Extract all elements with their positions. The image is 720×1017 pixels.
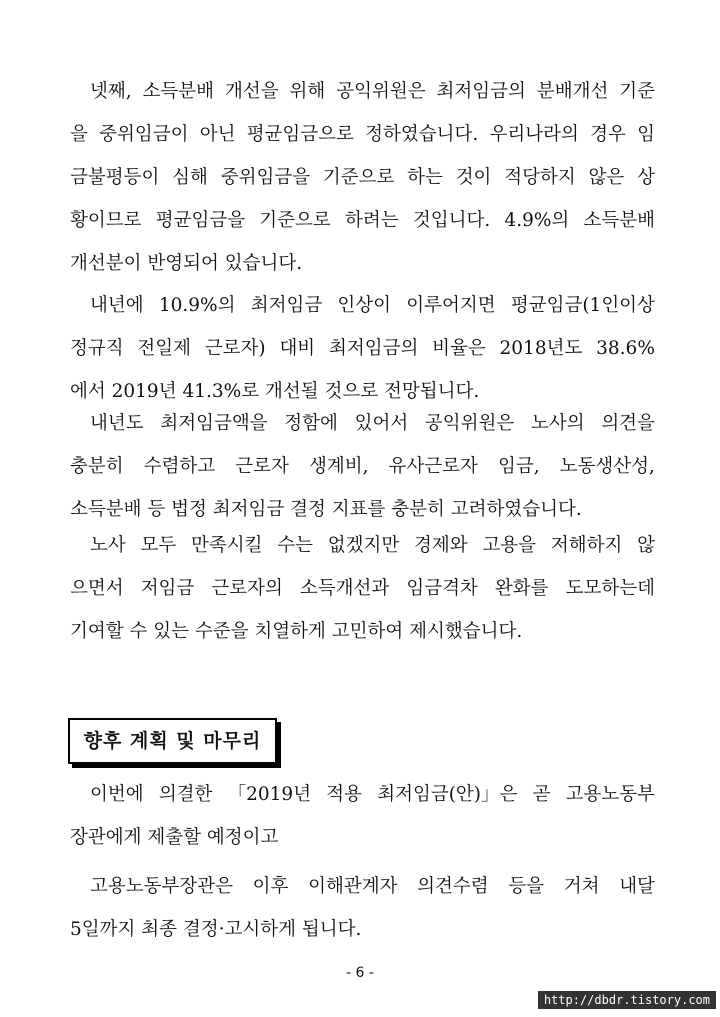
paragraph-line: 내년에 10.9%의 최저임금 인상이 이루어지면 평균임금(1인이상 [90, 295, 655, 316]
paragraph-line: 개선분이 반영되어 있습니다. [70, 253, 303, 274]
paragraph-line: 금불평등이 심해 중위임금을 기준으로 하는 것이 적당하지 않은 상 [70, 167, 655, 188]
paragraph-line: 을 중위임금이 아닌 평균임금으로 정하였습니다. 우리나라의 경우 임 [70, 124, 655, 145]
paragraph-line: 내년도 최저임금액을 정함에 있어서 공익위원은 노사의 의견을 [90, 413, 655, 434]
paragraph-submission [70, 773, 655, 859]
paragraph-final-decision [70, 865, 655, 951]
paragraph-line: 고용노동부장관은 이후 이해관계자 의견수렴 등을 거쳐 내달 [90, 876, 655, 897]
page-number: - 6 - [346, 965, 374, 981]
paragraph-line: 노사 모두 만족시킬 수는 없겠지만 경제와 고용을 저해하지 않 [90, 535, 655, 556]
paragraph-line: 충분히 수렴하고 근로자 생계비, 유사근로자 임금, 노동생산성, [70, 456, 655, 477]
section-heading: 향후 계획 및 마무리 [68, 718, 277, 764]
paragraph-line: 기여할 수 있는 수준을 치열하게 고민하여 제시했습니다. [70, 621, 523, 642]
paragraph-line: 으면서 저임금 근로자의 소득개선과 임금격차 완화를 도모하는데 [70, 578, 655, 599]
paragraph-line: 넷째, 소득분배 개선을 위해 공익위원은 최저임금의 분배개선 기준 [90, 81, 655, 102]
paragraph-line: 황이므로 평균임금을 기준으로 하려는 것입니다. 4.9%의 소득분배 [70, 210, 655, 231]
watermark-url[interactable]: http://dbdr.tistory.com [538, 991, 716, 1009]
paragraph-income-distribution [70, 70, 655, 285]
paragraph-line: 이번에 의결한 「2019년 적용 최저임금(안)」은 곧 고용노동부 [90, 784, 655, 805]
paragraph-line: 에서 2019년 41.3%로 개선될 것으로 전망됩니다. [70, 381, 480, 402]
paragraph-labor-opinion [70, 402, 655, 531]
paragraph-balance [70, 524, 655, 653]
paragraph-wage-ratio-forecast [70, 284, 655, 413]
paragraph-line: 5일까지 최종 결정·고시하게 됩니다. [70, 919, 362, 940]
paragraph-line: 정규직 전일제 근로자) 대비 최저임금의 비율은 2018년도 38.6% [70, 338, 655, 359]
paragraph-line: 장관에게 제출할 예정이고 [70, 827, 279, 848]
paragraph-line: 소득분배 등 법정 최저임금 결정 지표를 충분히 고려하였습니다. [70, 499, 582, 520]
